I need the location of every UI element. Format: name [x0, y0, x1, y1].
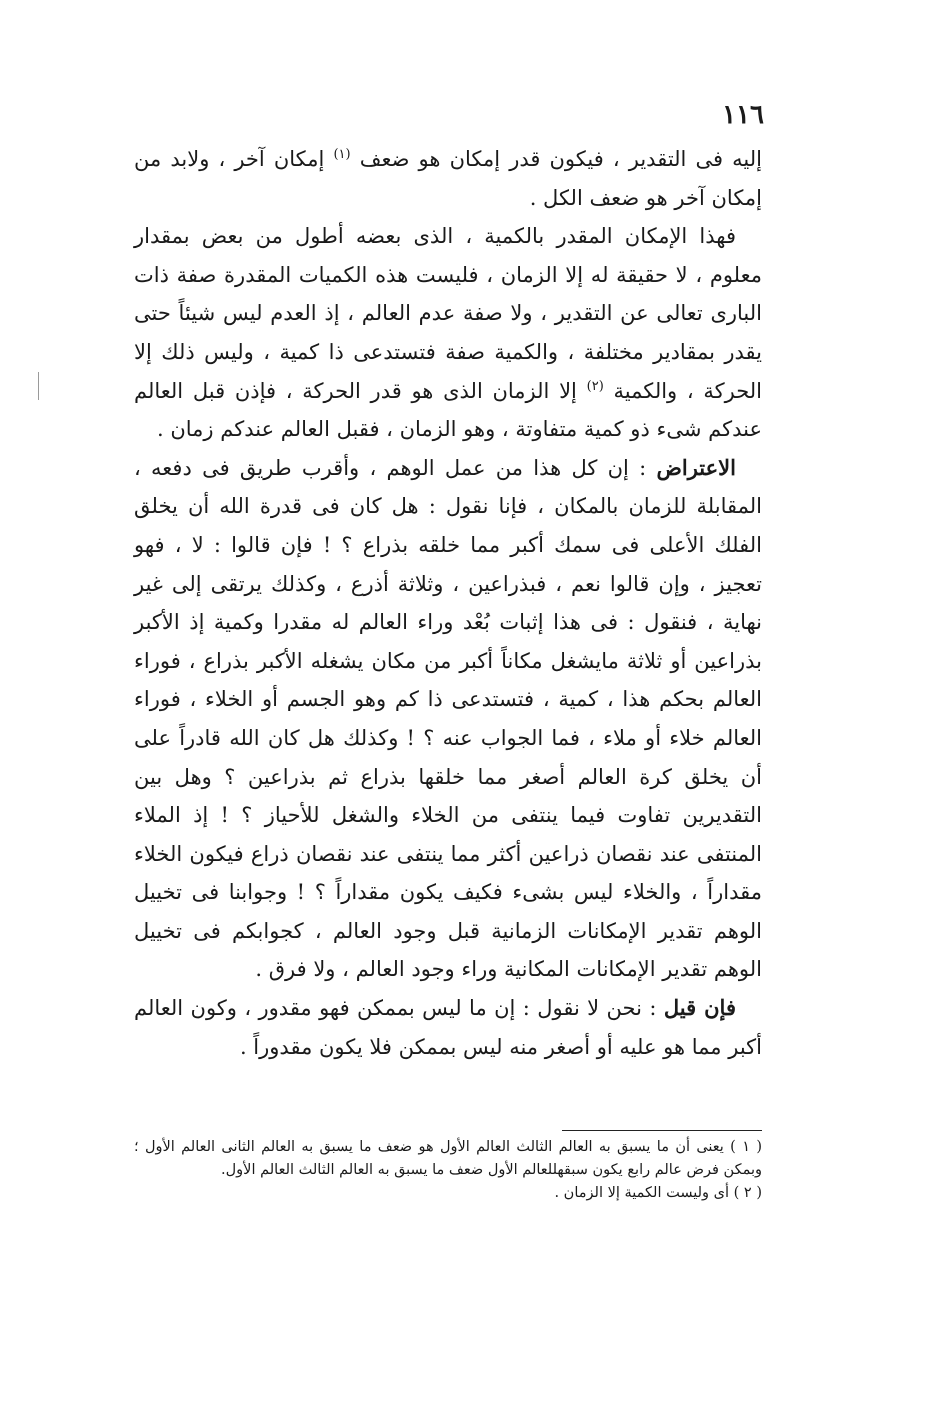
margin-mark	[38, 372, 39, 400]
footnote-2: ( ٢ ) أى وليست الكمية إلا الزمان .	[554, 1185, 762, 1201]
main-text	[134, 140, 762, 1066]
footnote-ref-1: (١)	[333, 147, 351, 162]
footnotes	[134, 1136, 762, 1205]
paragraph-2-text-b: إلا الزمان الذى هو قدر الحركة ، فإذن قبل العالم عندكم شىء ذو كمية متفاوتة ، وهو الزمان ، فقبل العالم عندكم زمان .	[134, 378, 762, 442]
paragraph-3	[134, 449, 762, 989]
paragraph-1	[134, 140, 762, 217]
paragraph-3-text: : إن كل هذا من عمل الوهم ، وأقرب طريق فى دفعه ، المقابلة للزمان بالمكان ، فإنا نقول : هل كان فى قدرة الله أن يخلق الفلك الأعلى فى سمك أكبر مما خلقه بذراع ؟ ! فإن قالوا : لا ، فهو تعجيز ، وإن قالوا نعم ، فبذراعين ، وثلاثة أذرع ، وكذلك يرتقى إلى غير نهاية ، فنقول : فى هذا إثبات بُعْد وراء العالم له مقدرا وكمية إذ الأكبر بذراعين أو ثلاثة مايشغل مكاناً أكبر من مكان يشغله الأكبر بذراع ، فوراء العالم بحكم هذا ، كمية ، فتستدعى ذا كم وهو الجسم أو الخلاء ، فوراء العالم خلاء أو ملاء ، فما الجواب عنه ؟ ! وكذلك هل كان الله قادراً على أن يخلق كرة العالم أصغر مما خلقها بذراع ثم بذراعين ؟ وهل بين التقديرين تفاوت فيما ينتفى من الخلاء والشغل للأحياز ؟ ! إذ الملاء المنتفى عند نقصان ذراعين أكثر مما ينتفى عند نقصان ذراع فيكون الخلاء مقداراً ، والخلاء ليس بشىء فكيف يكون مقداراً ؟ ! وجوابنا فى تخييل الوهم تقدير الإمكانات الزمانية قبل وجود العالم ، كجوابكم فى تخييل الوهم تقدير الإمكانات المكانية وراء وجود العالم ، ولا فرق .	[134, 455, 762, 982]
footnote-ref-2: (٢)	[586, 378, 604, 394]
paragraph-1-text-b: إمكان آخر ، ولابد من إمكان آخر هو ضعف الكل .	[134, 147, 762, 210]
page-number: ١١٦	[722, 100, 764, 130]
paragraph-1-text-a: إليه فى التقدير ، فيكون قدر إمكان هو ضعف	[359, 147, 762, 171]
objection-heading: الاعتراض	[656, 454, 736, 480]
paragraph-2-text-a: فهذا الإمكان المقدر بالكمية ، الذى بعضه أطول من بعض بمقدار معلوم ، لا حقيقة له إلا الزمان ، فليست هذه الكميات المقدرة صفة ذات البارى تعالى عن التقدير ، ولا صفة عدم العالم ، إذ العدم ليس شيئاً حتى يقدر بمقادير مختلفة ، والكمية صفة فتستدعى ذا كمية ، وليس ذلك إلا الحركة ، والكمية	[134, 224, 763, 403]
footnote-divider	[562, 1130, 762, 1131]
paragraph-2	[134, 217, 762, 449]
paragraph-4-text: : نحن لا نقول : إن ما ليس بممكن فهو مقدور ، وكون العالم أكبر مما هو عليه أو أصغر منه ليس بممكن فلا يكون مقدوراً .	[134, 996, 762, 1059]
if-said-heading: فإن قيل	[663, 995, 736, 1021]
paragraph-4	[134, 989, 762, 1066]
footnote-1: ( ١ ) يعنى أن ما يسبق به العالم الثالث العالم الأول هو ضعف ما يسبق به العالم الثانى العالم الأول ؛ وبمكن فرض عالم رابع يكون سبقهللعالم الأول ضعف ما يسبق به العالم الثالث العالم الأول.	[134, 1139, 762, 1178]
